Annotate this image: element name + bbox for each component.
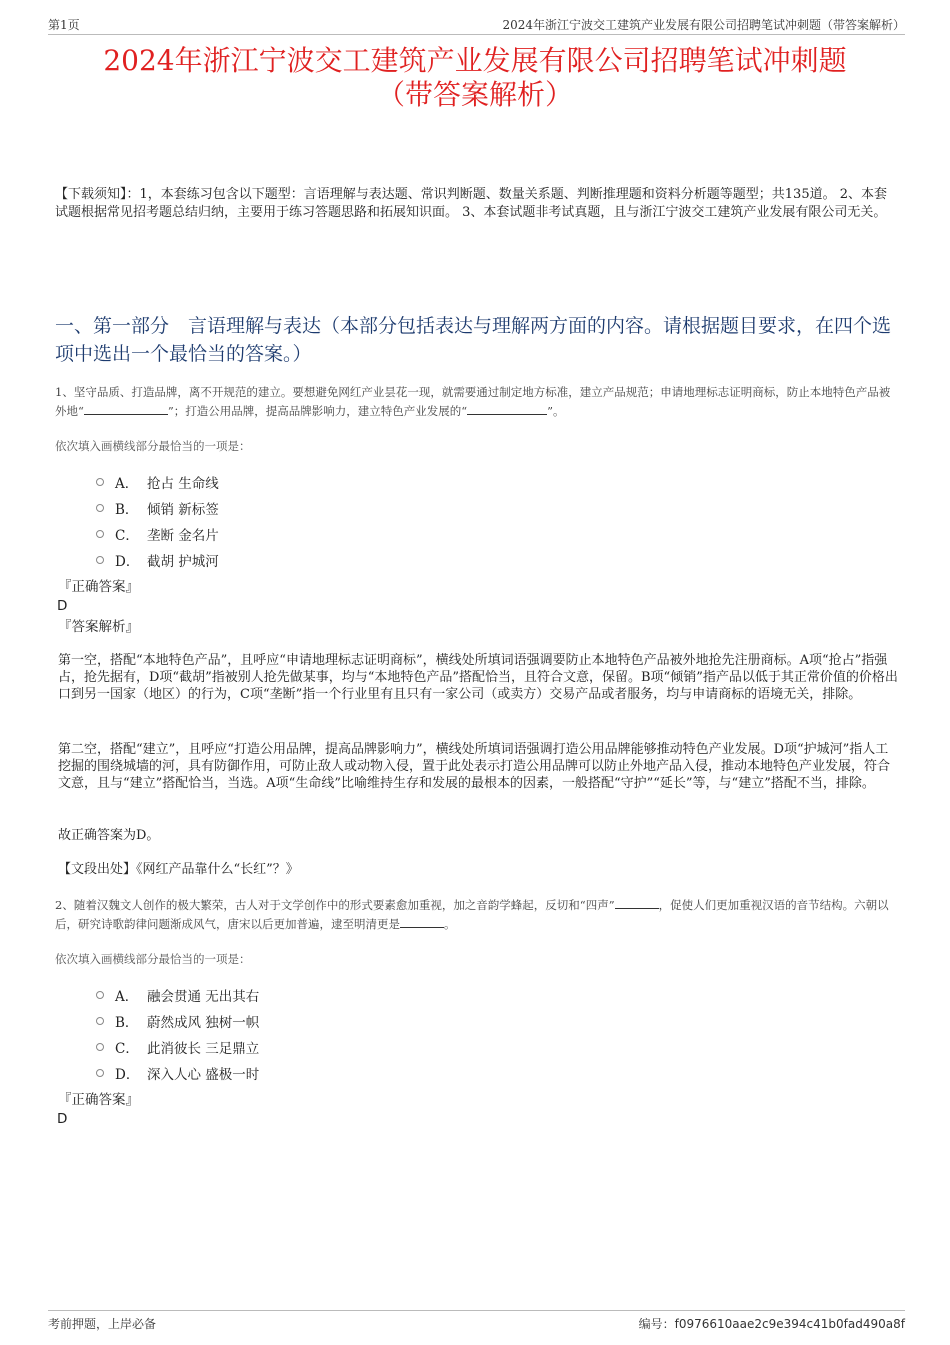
radio-icon[interactable] [96,530,104,538]
title-line-2: （带答案解析） [376,78,573,111]
radio-icon[interactable] [96,1043,104,1051]
q1-answer: D [57,598,68,614]
q2-option-b[interactable]: B． 蔚然成风 独树一帜 [96,1008,259,1034]
radio-icon[interactable] [96,504,104,512]
q2-answer: D [57,1111,68,1127]
q1-analysis-conclusion: 故正确答案为D。 [58,828,160,843]
q1-answer-label: 『正确答案』 [58,579,139,595]
question-1-prompt: 依次填入画横线部分最恰当的一项是： [55,439,251,453]
page-footer [48,1310,905,1331]
page-number: 第1页 [48,18,80,32]
question-1-text: 1、坚守品质、打造品牌，离不开规范的建立。要想避免网红产业昙花一现，就需要通过制定地方标准，建立产品规范；申请地理标志证明商标，防止本地特色产品被外地“ ”；打造公用品牌，提高品牌影响力，建立特色产业发展的“ ”。 [55,385,891,418]
answer-blank-1 [84,414,168,415]
running-title: 2024年浙江宁波交工建筑产业发展有限公司招聘笔试冲刺题（带答案解析） [502,18,905,32]
section-title: 一、第一部分 言语理解与表达（本部分包括表达与理解两方面的内容。请根据题目要求，在四个选项中选出一个最恰当的答案。） [55,315,892,365]
answer-blank-2 [467,414,547,415]
q2-option-d[interactable]: D． 深入人心 盛极一时 [96,1060,259,1086]
title-line-1: 2024年浙江宁波交工建筑产业发展有限公司招聘笔试冲刺题 [103,44,847,77]
answer-blank-3 [615,908,659,909]
question-1-options [96,469,219,573]
radio-icon[interactable] [96,478,104,486]
question-2-options [96,982,259,1086]
q1-source: 【文段出处】《网红产品靠什么“长红”？》 [58,862,299,877]
radio-icon[interactable] [96,556,104,564]
question-2-prompt: 依次填入画横线部分最恰当的一项是： [55,952,251,966]
document-title [40,44,910,112]
download-notice: 【下载须知】：1，本套练习包含以下题型：言语理解与表达题、常识判断题、数量关系题、判断推理题和资料分析题等题型；共135道。 2、本套试题根据常见招考题总结归纳，主要用于练习答题思路和拓展知识面。 3、本套试题非考试真题，且与浙江宁波交工建筑产业发展有限公司无关。 [55,187,887,220]
q2-option-a[interactable]: A． 融会贯通 无出其右 [96,982,259,1008]
q1-option-c[interactable]: C． 垄断 金名片 [96,521,219,547]
question-2-text: 2、随着汉魏文人创作的极大繁荣，古人对于文学创作中的形式要素愈加重视，加之音韵学蜂起，反切和“四声” ，促使人们更加重视汉语的音节结构。六朝以后，研究诗歌韵律问题渐成风气，唐宋以后更加普遍，逮至明清更是 。 [55,898,889,931]
footer-slogan: 考前押题，上岸必备 [48,1317,157,1331]
q1-analysis-label: 『答案解析』 [58,619,139,635]
q2-answer-label: 『正确答案』 [58,1092,139,1108]
q1-analysis-para-1: 第一空，搭配“本地特色产品”，且呼应“申请地理标志证明商标”，横线处所填词语强调要防止本地特色产品被外地抢先注册商标。A项“抢占”指强占，抢先据有，D项“截胡”指被别人抢先做某事，均与“本地特色产品”搭配恰当，且符合文意，保留。B项“倾销”指产品以低于其正常价值的价格出口到另一国家（地区）的行为，C项“垄断”指一个行业里有且只有一家公司（或卖方）交易产品或者服务，均与申请商标的语境无关，排除。 [58,653,898,702]
q1-option-a[interactable]: A． 抢占 生命线 [96,469,219,495]
q2-option-c[interactable]: C． 此消彼长 三足鼎立 [96,1034,259,1060]
answer-blank-4 [400,927,444,928]
q1-analysis-para-2: 第二空，搭配“建立”，且呼应“打造公用品牌，提高品牌影响力”，横线处所填词语强调打造公用品牌能够推动特色产业发展。D项“护城河”指人工挖掘的围绕城墙的河，具有防御作用，可防止敌人或动物入侵，置于此处表示打造公用品牌可以防止外地产品入侵，推动本地特色产业发展，符合文意，且与“建立”搭配恰当，当选。A项“生命线”比喻维持生存和发展的最根本的因素，一般搭配“守护”“延长”等，与“建立”搭配不当，排除。 [58,742,891,791]
radio-icon[interactable] [96,991,104,999]
radio-icon[interactable] [96,1069,104,1077]
page-header [48,14,905,35]
q1-option-b[interactable]: B． 倾销 新标签 [96,495,219,521]
q1-option-d[interactable]: D． 截胡 护城河 [96,547,219,573]
radio-icon[interactable] [96,1017,104,1025]
document-id: 编号：f0976610aae2c9e394c41b0fad490a8f [638,1317,905,1331]
